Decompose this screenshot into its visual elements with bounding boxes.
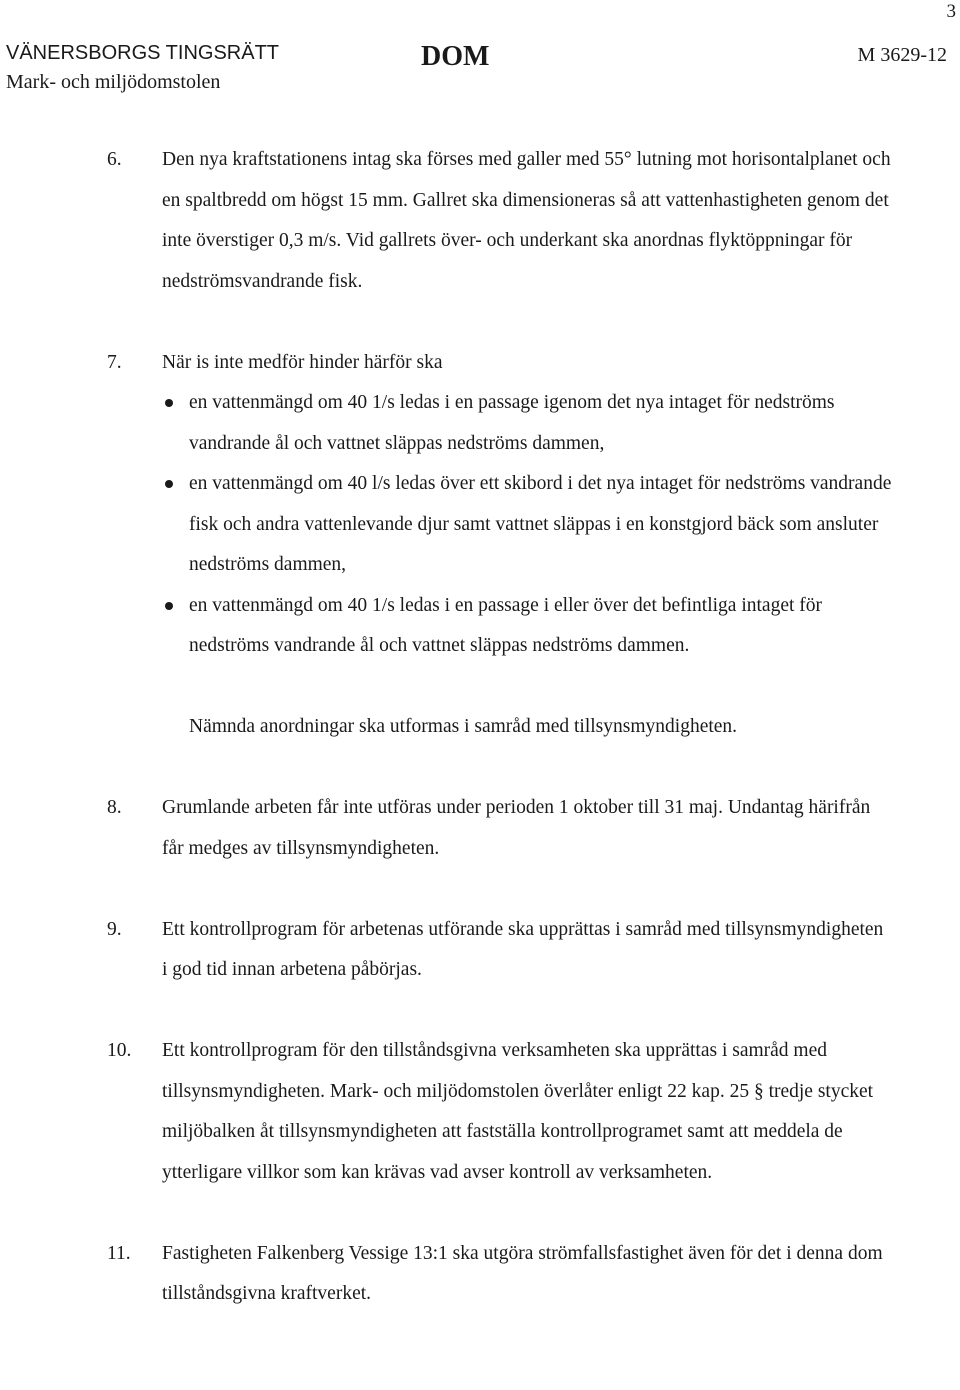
condition-item-11 [0, 1234, 892, 1315]
condition-item-8 [0, 788, 892, 869]
document-type: DOM [421, 41, 490, 72]
case-number: M 3629-12 [857, 44, 947, 66]
item-text: Ett kontrollprogram för arbetenas utförande ska upprättas i samråd med tillsynsmyndigheten i god tid innan arbetena påbörjas. [162, 918, 884, 980]
court-name: VÄNERSBORGS TINGSRÄTT [6, 42, 280, 64]
item-text: Fastigheten Falkenberg Vessige 13:1 ska utgöra strömfallsfastighet även för det i denna dom tillståndsgivna kraftverket. [162, 1242, 883, 1304]
item-number: 9. [107, 918, 122, 940]
division-name: Mark- och miljödomstolen [6, 71, 221, 93]
document-body [0, 140, 960, 1315]
bullet-list [162, 383, 892, 667]
item-text: Den nya kraftstationens intag ska förses med galler med 55° lutning mot horisontalplanet och en spaltbredd om högst 15 mm. Gallret ska dimensioneras så att vattenhastigheten genom det inte överstiger 0,3 m/s. Vid gallrets över- och underkant ska anordnas flyktöppningar för nedströmsvandrande fisk. [162, 149, 891, 292]
item-number: 11. [107, 1242, 131, 1264]
page-number: 3 [946, 1, 956, 22]
bullet-item: en vattenmängd om 40 1/s ledas i en passage igenom det nya intaget för nedströms vandrande ål och vattnet släppas nedströms dammen, [162, 383, 892, 464]
item-number: 7. [107, 351, 122, 373]
bullet-item: en vattenmängd om 40 l/s ledas över ett skibord i det nya intaget för nedströms vandrande fisk och andra vattenlevande djur samt vattnet släppas i en konstgjord bäck som ansluter nedströms dammen, [162, 464, 892, 586]
condition-item-10 [0, 1031, 892, 1193]
item-note: Nämnda anordningar ska utformas i samråd med tillsynsmyndigheten. [189, 716, 738, 737]
item-number: 8. [107, 797, 122, 818]
item-text: Grumlande arbeten får inte utföras under perioden 1 oktober till 31 maj. Undantag härifrån får medges av tillsynsmyndigheten. [162, 797, 871, 859]
condition-item-6 [0, 140, 892, 302]
condition-item-7 [0, 343, 892, 748]
item-number: 10. [107, 1040, 132, 1061]
item-text: Ett kontrollprogram för den tillståndsgivna verksamheten ska upprättas i samråd med tillsynsmyndigheten. Mark- och miljödomstolen överlåter enligt 22 kap. 25 § tredje stycket miljöbalken åt tillsynsmyndigheten att fastställa kontrollprogramet samt att meddela de ytterligare villkor som kan krävas vad avser kontroll av verksamheten. [162, 1040, 874, 1183]
condition-item-9 [0, 910, 892, 991]
bullet-item: en vattenmängd om 40 1/s ledas i en passage i eller över det befintliga intaget för nedströms vandrande ål och vattnet släppas nedströms dammen. [162, 586, 892, 667]
item-number: 6. [107, 149, 122, 170]
item-text: När is inte medför hinder härför ska [162, 351, 443, 373]
header-court-block [6, 38, 279, 96]
